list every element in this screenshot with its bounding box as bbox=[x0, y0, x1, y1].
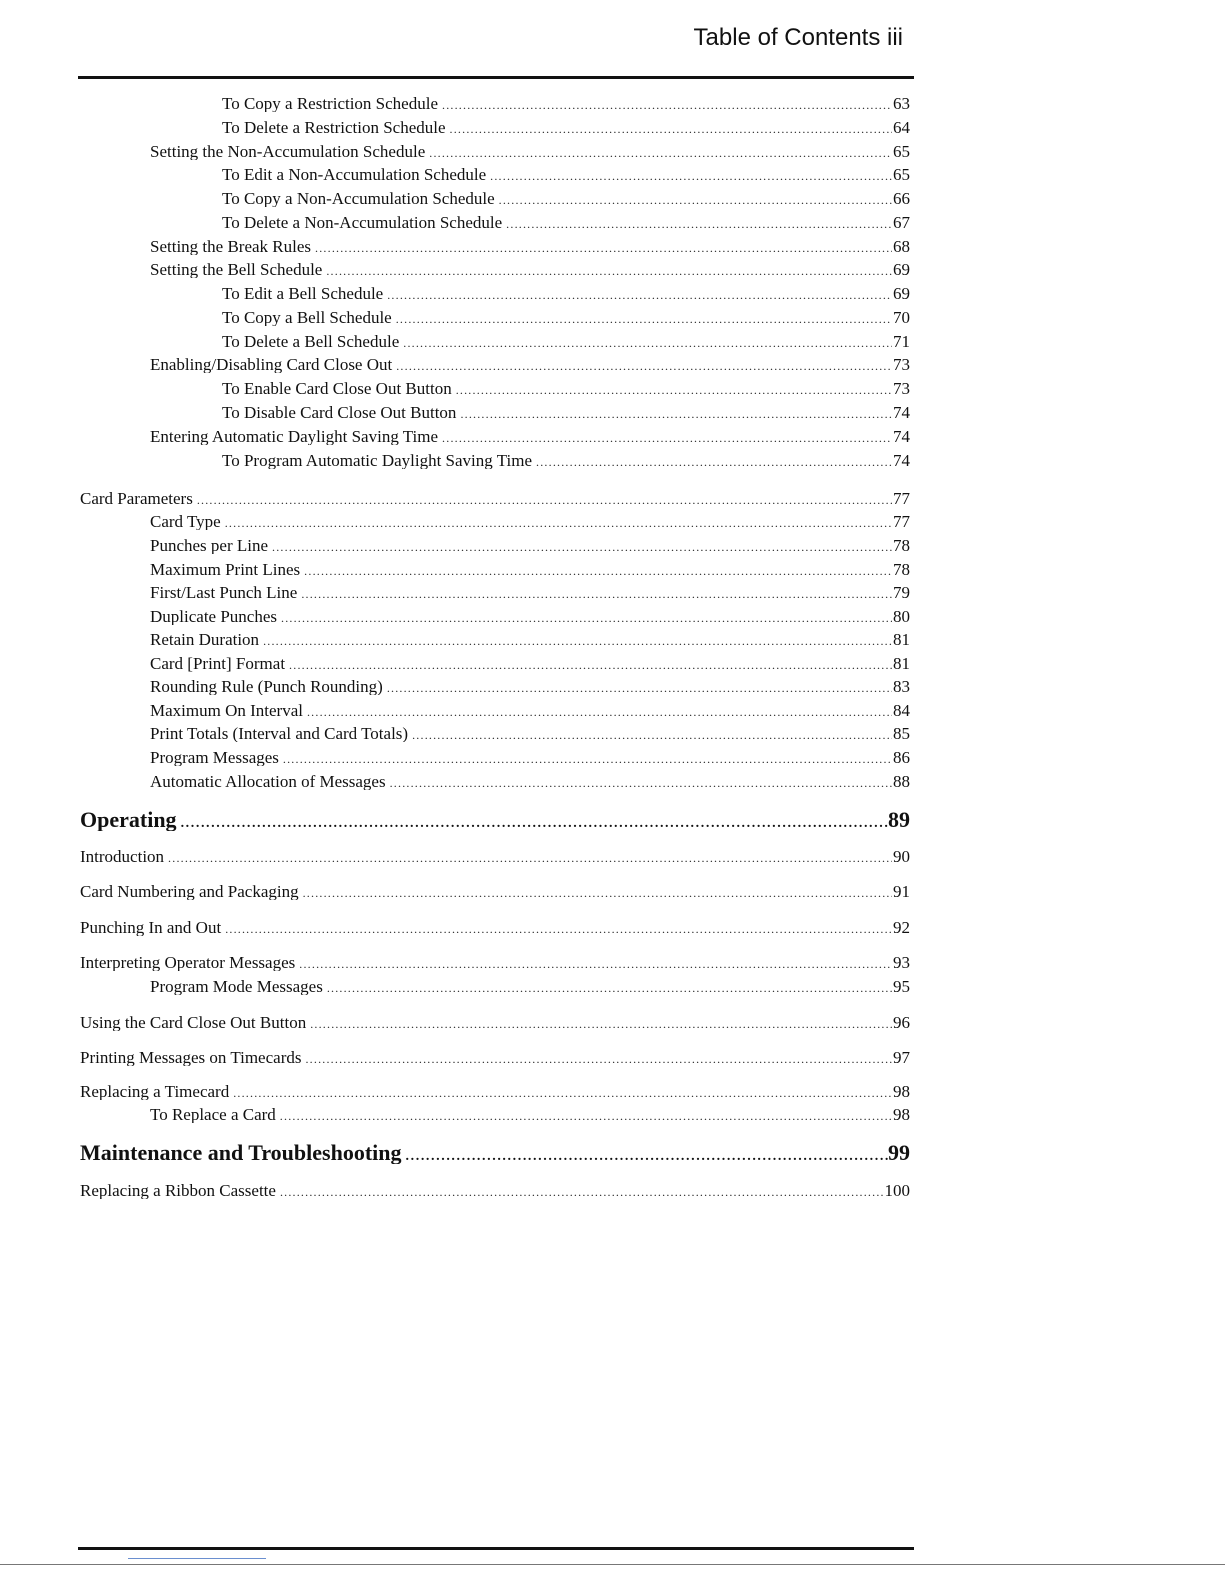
toc-entry-page: 96 bbox=[893, 1014, 910, 1031]
toc-entry[interactable] bbox=[80, 848, 910, 865]
toc-chapter-title: Operating bbox=[80, 809, 177, 831]
toc-leader-dots bbox=[280, 1110, 892, 1122]
toc-chapter-page: 89 bbox=[888, 809, 910, 831]
toc-entry-page: 78 bbox=[893, 561, 910, 578]
toc-leader-dots bbox=[310, 1018, 892, 1030]
toc-entry[interactable] bbox=[222, 166, 910, 183]
toc-leader-dots bbox=[233, 1087, 892, 1099]
table-of-contents bbox=[80, 0, 910, 1585]
toc-entry[interactable] bbox=[222, 214, 910, 231]
toc-entry-title: To Program Automatic Daylight Saving Time bbox=[222, 452, 533, 469]
toc-leader-dots bbox=[499, 194, 892, 206]
toc-entry-title: Duplicate Punches bbox=[150, 608, 277, 625]
toc-entry-title: To Delete a Restriction Schedule bbox=[222, 119, 446, 136]
toc-entry[interactable] bbox=[80, 954, 910, 971]
toc-entry-page: 86 bbox=[893, 749, 910, 766]
toc-entry-page: 88 bbox=[893, 773, 910, 790]
toc-entry[interactable] bbox=[150, 608, 910, 625]
toc-entry-page: 73 bbox=[893, 380, 910, 397]
toc-leader-dots bbox=[225, 923, 892, 935]
toc-leader-dots bbox=[456, 384, 892, 396]
toc-entry-page: 70 bbox=[893, 309, 910, 326]
toc-entry-title: Program Messages bbox=[150, 749, 279, 766]
toc-entry-page: 68 bbox=[893, 238, 910, 255]
toc-leader-dots bbox=[263, 635, 892, 647]
toc-leader-dots bbox=[460, 408, 892, 420]
toc-entry-page: 85 bbox=[893, 725, 910, 742]
toc-entry-title: Punches per Line bbox=[150, 537, 269, 554]
toc-entry-page: 90 bbox=[893, 848, 910, 865]
toc-entry-title: To Disable Card Close Out Button bbox=[222, 404, 457, 421]
toc-leader-dots bbox=[506, 218, 892, 230]
toc-leader-dots bbox=[326, 265, 892, 277]
toc-chapter-entry[interactable] bbox=[80, 1142, 910, 1164]
toc-entry[interactable] bbox=[222, 285, 910, 302]
toc-leader-dots bbox=[450, 123, 892, 135]
toc-leader-dots bbox=[197, 494, 892, 506]
toc-leader-dots bbox=[387, 682, 892, 694]
toc-entry-page: 81 bbox=[893, 631, 910, 648]
toc-entry[interactable] bbox=[80, 919, 910, 936]
toc-leader-dots bbox=[396, 360, 892, 372]
toc-entry-page: 97 bbox=[893, 1049, 910, 1066]
toc-entry-title: First/Last Punch Line bbox=[150, 584, 298, 601]
toc-chapter-page: 99 bbox=[888, 1142, 910, 1164]
toc-entry[interactable] bbox=[222, 452, 910, 469]
toc-entry-page: 77 bbox=[893, 490, 910, 507]
toc-entry[interactable] bbox=[150, 749, 910, 766]
toc-entry-title: To Replace a Card bbox=[150, 1106, 276, 1123]
toc-entry[interactable] bbox=[150, 561, 910, 578]
toc-entry-title: Entering Automatic Daylight Saving Time bbox=[150, 428, 439, 445]
toc-entry-page: 65 bbox=[893, 143, 910, 160]
toc-leader-dots bbox=[536, 456, 892, 468]
toc-entry-page: 77 bbox=[893, 513, 910, 530]
toc-entry[interactable] bbox=[150, 428, 910, 445]
toc-entry-page: 69 bbox=[893, 261, 910, 278]
toc-entry-page: 80 bbox=[893, 608, 910, 625]
toc-entry-title: Maximum Print Lines bbox=[150, 561, 301, 578]
toc-entry[interactable] bbox=[150, 631, 910, 648]
toc-entry-title: To Copy a Restriction Schedule bbox=[222, 95, 438, 112]
toc-entry-title: To Copy a Bell Schedule bbox=[222, 309, 392, 326]
toc-entry[interactable] bbox=[222, 333, 910, 350]
toc-entry[interactable] bbox=[222, 190, 910, 207]
toc-entry[interactable] bbox=[150, 356, 910, 373]
toc-entry[interactable] bbox=[222, 95, 910, 112]
toc-entry[interactable] bbox=[150, 513, 910, 530]
toc-entry-title: To Edit a Non-Accumulation Schedule bbox=[222, 166, 487, 183]
toc-leader-dots bbox=[403, 337, 892, 349]
toc-entry-title: Rounding Rule (Punch Rounding) bbox=[150, 678, 383, 695]
toc-leader-dots bbox=[387, 289, 892, 301]
toc-entry[interactable] bbox=[222, 404, 910, 421]
scan-artifact-line bbox=[128, 1558, 266, 1559]
toc-entry-title: To Enable Card Close Out Button bbox=[222, 380, 452, 397]
toc-entry[interactable] bbox=[150, 678, 910, 695]
footer-rule bbox=[78, 1547, 914, 1550]
toc-entry-title: Maximum On Interval bbox=[150, 702, 303, 719]
toc-entry[interactable] bbox=[150, 702, 910, 719]
toc-entry[interactable] bbox=[150, 725, 910, 742]
toc-leader-dots bbox=[225, 517, 892, 529]
toc-entry[interactable] bbox=[150, 655, 910, 672]
toc-entry-title: Retain Duration bbox=[150, 631, 260, 648]
toc-entry-title: To Copy a Non-Accumulation Schedule bbox=[222, 190, 495, 207]
toc-entry-page: 92 bbox=[893, 919, 910, 936]
page-header-title: Table of Contents iii bbox=[693, 24, 903, 51]
toc-entry[interactable] bbox=[80, 1083, 910, 1100]
toc-leader-dots bbox=[304, 565, 892, 577]
toc-entry-title: Using the Card Close Out Button bbox=[80, 1014, 307, 1031]
toc-leader-dots bbox=[272, 541, 892, 553]
toc-entry-title: Setting the Non-Accumulation Schedule bbox=[150, 143, 426, 160]
toc-leader-dots bbox=[280, 1186, 885, 1198]
toc-entry-title: Print Totals (Interval and Card Totals) bbox=[150, 725, 409, 742]
toc-entry-title: Punching In and Out bbox=[80, 919, 222, 936]
toc-entry-page: 83 bbox=[893, 678, 910, 695]
toc-entry-title: Setting the Bell Schedule bbox=[150, 261, 323, 278]
toc-entry-page: 79 bbox=[893, 584, 910, 601]
toc-entry-page: 91 bbox=[893, 883, 910, 900]
toc-entry[interactable] bbox=[150, 1106, 910, 1123]
toc-entry-title: Setting the Break Rules bbox=[150, 238, 312, 255]
toc-entry-title: Printing Messages on Timecards bbox=[80, 1049, 302, 1066]
toc-entry-title: To Edit a Bell Schedule bbox=[222, 285, 384, 302]
toc-entry-page: 81 bbox=[893, 655, 910, 672]
toc-entry[interactable] bbox=[80, 883, 910, 900]
toc-entry[interactable] bbox=[150, 584, 910, 601]
toc-entry-page: 100 bbox=[884, 1182, 910, 1199]
toc-entry-title: Interpreting Operator Messages bbox=[80, 954, 296, 971]
toc-entry-page: 95 bbox=[893, 978, 910, 995]
toc-leader-dots bbox=[168, 852, 892, 864]
toc-entry-title: Card Numbering and Packaging bbox=[80, 883, 299, 900]
toc-chapter-title: Maintenance and Troubleshooting bbox=[80, 1142, 402, 1164]
toc-entry-page: 84 bbox=[893, 702, 910, 719]
toc-leader-dots bbox=[327, 982, 892, 994]
toc-leader-dots bbox=[307, 706, 892, 718]
toc-entry-page: 65 bbox=[893, 166, 910, 183]
toc-entry-page: 98 bbox=[893, 1106, 910, 1123]
toc-entry-title: Introduction bbox=[80, 848, 165, 865]
toc-entry[interactable] bbox=[222, 380, 910, 397]
toc-leader-dots bbox=[442, 432, 892, 444]
toc-entry[interactable] bbox=[150, 143, 910, 160]
toc-leader-dots bbox=[442, 99, 892, 111]
toc-leader-dots bbox=[299, 958, 892, 970]
toc-leader-dots bbox=[412, 729, 892, 741]
toc-leader-dots bbox=[303, 887, 892, 899]
toc-leader-dots bbox=[181, 817, 888, 831]
toc-entry[interactable] bbox=[150, 238, 910, 255]
toc-entry-page: 74 bbox=[893, 452, 910, 469]
toc-entry-title: Card Type bbox=[150, 513, 221, 530]
scan-page-edge bbox=[0, 1564, 1225, 1565]
toc-entry-title: Card Parameters bbox=[80, 490, 193, 507]
toc-entry[interactable] bbox=[80, 490, 910, 507]
toc-leader-dots bbox=[315, 242, 892, 254]
toc-entry-page: 63 bbox=[893, 95, 910, 112]
toc-entry-page: 73 bbox=[893, 356, 910, 373]
toc-entry[interactable] bbox=[80, 1049, 910, 1066]
toc-leader-dots bbox=[429, 147, 892, 159]
toc-entry-title: Replacing a Timecard bbox=[80, 1083, 230, 1100]
toc-entry[interactable] bbox=[150, 537, 910, 554]
toc-entry-title: Enabling/Disabling Card Close Out bbox=[150, 356, 393, 373]
toc-leader-dots bbox=[301, 588, 892, 600]
toc-leader-dots bbox=[289, 659, 892, 671]
toc-leader-dots bbox=[283, 753, 892, 765]
toc-entry-title: Card [Print] Format bbox=[150, 655, 286, 672]
toc-entry[interactable] bbox=[150, 978, 910, 995]
toc-leader-dots bbox=[281, 612, 892, 624]
toc-entry-page: 78 bbox=[893, 537, 910, 554]
toc-entry-page: 74 bbox=[893, 404, 910, 421]
toc-entry-page: 98 bbox=[893, 1083, 910, 1100]
toc-entry-title: To Delete a Bell Schedule bbox=[222, 333, 400, 350]
toc-entry-title: Automatic Allocation of Messages bbox=[150, 773, 386, 790]
toc-entry-title: Program Mode Messages bbox=[150, 978, 323, 995]
toc-chapter-entry[interactable] bbox=[80, 809, 910, 831]
toc-entry[interactable] bbox=[222, 309, 910, 326]
toc-leader-dots bbox=[305, 1053, 892, 1065]
toc-entry-title: To Delete a Non-Accumulation Schedule bbox=[222, 214, 503, 231]
toc-entry-page: 74 bbox=[893, 428, 910, 445]
toc-entry-page: 67 bbox=[893, 214, 910, 231]
toc-entry[interactable] bbox=[222, 119, 910, 136]
toc-entry[interactable] bbox=[150, 261, 910, 278]
toc-entry[interactable] bbox=[150, 773, 910, 790]
toc-leader-dots bbox=[490, 170, 892, 182]
toc-entry-page: 64 bbox=[893, 119, 910, 136]
toc-entry-page: 93 bbox=[893, 954, 910, 971]
toc-entry[interactable] bbox=[80, 1182, 910, 1199]
toc-entry-page: 66 bbox=[893, 190, 910, 207]
toc-leader-dots bbox=[396, 313, 892, 325]
toc-entry-page: 71 bbox=[893, 333, 910, 350]
toc-entry[interactable] bbox=[80, 1014, 910, 1031]
toc-leader-dots bbox=[406, 1150, 888, 1164]
toc-entry-page: 69 bbox=[893, 285, 910, 302]
toc-entry-title: Replacing a Ribbon Cassette bbox=[80, 1182, 276, 1199]
toc-leader-dots bbox=[390, 777, 892, 789]
